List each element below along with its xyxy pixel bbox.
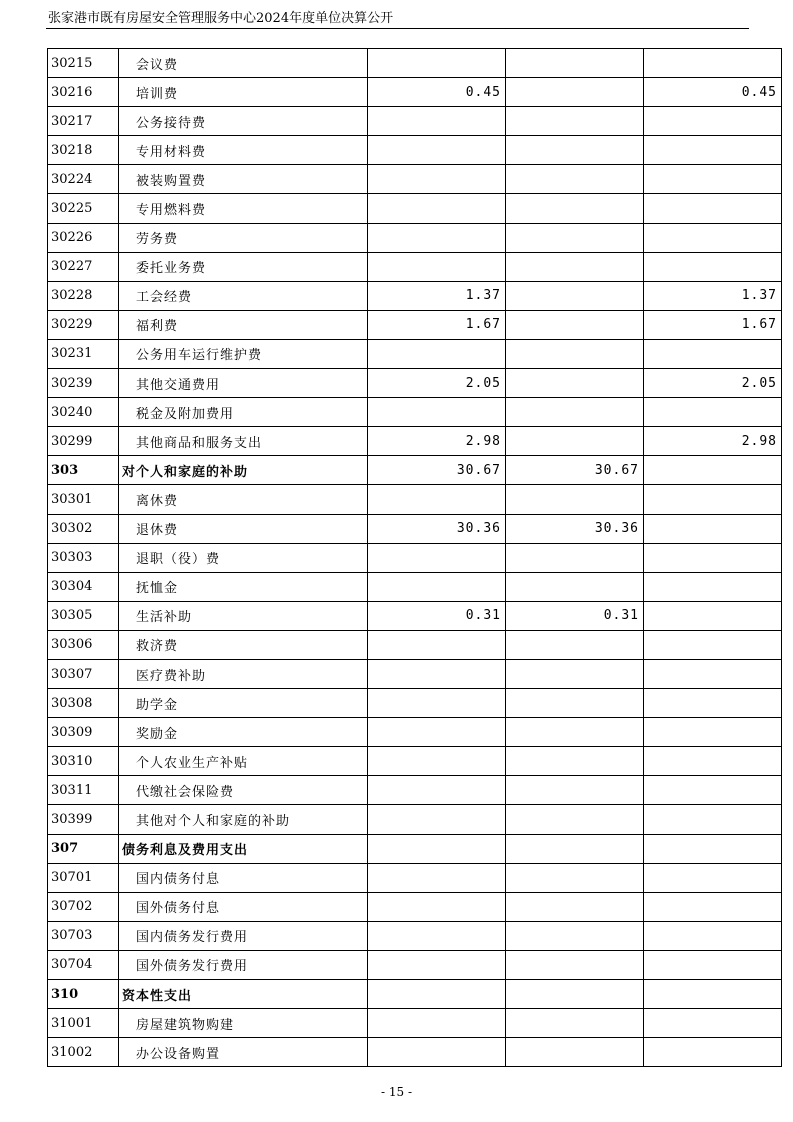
cell-project bbox=[644, 1009, 782, 1038]
cell-code: 30227 bbox=[48, 252, 119, 281]
cell-total bbox=[368, 805, 506, 834]
cell-total: 0.31 bbox=[368, 601, 506, 630]
cell-total bbox=[368, 572, 506, 601]
cell-code: 30217 bbox=[48, 107, 119, 136]
table-row bbox=[48, 659, 782, 688]
cell-basic bbox=[506, 776, 644, 805]
cell-project bbox=[644, 136, 782, 165]
cell-total bbox=[368, 630, 506, 659]
cell-name: 国外债务付息 bbox=[119, 892, 368, 921]
table-row bbox=[48, 514, 782, 543]
cell-name: 个人农业生产补贴 bbox=[119, 747, 368, 776]
cell-name: 福利费 bbox=[119, 310, 368, 339]
cell-total bbox=[368, 252, 506, 281]
cell-basic bbox=[506, 194, 644, 223]
cell-basic bbox=[506, 223, 644, 252]
cell-project bbox=[644, 456, 782, 485]
cell-project bbox=[644, 892, 782, 921]
table-row bbox=[48, 165, 782, 194]
cell-total bbox=[368, 747, 506, 776]
cell-basic: 0.31 bbox=[506, 601, 644, 630]
cell-code: 30311 bbox=[48, 776, 119, 805]
cell-code: 30302 bbox=[48, 514, 119, 543]
cell-name: 专用燃料费 bbox=[119, 194, 368, 223]
cell-basic bbox=[506, 834, 644, 863]
cell-name: 退休费 bbox=[119, 514, 368, 543]
cell-total bbox=[368, 689, 506, 718]
cell-total: 30.67 bbox=[368, 456, 506, 485]
cell-code: 30240 bbox=[48, 398, 119, 427]
cell-project: 0.45 bbox=[644, 78, 782, 107]
cell-code: 30299 bbox=[48, 427, 119, 456]
cell-basic bbox=[506, 281, 644, 310]
cell-project bbox=[644, 165, 782, 194]
cell-total: 1.37 bbox=[368, 281, 506, 310]
cell-total bbox=[368, 339, 506, 368]
cell-code: 30228 bbox=[48, 281, 119, 310]
cell-name: 房屋建筑物购建 bbox=[119, 1009, 368, 1038]
cell-name: 生活补助 bbox=[119, 601, 368, 630]
cell-name: 专用材料费 bbox=[119, 136, 368, 165]
cell-basic bbox=[506, 136, 644, 165]
cell-project bbox=[644, 980, 782, 1009]
table-row bbox=[48, 805, 782, 834]
cell-project bbox=[644, 485, 782, 514]
table-row bbox=[48, 49, 782, 78]
cell-project: 2.05 bbox=[644, 369, 782, 398]
table-row bbox=[48, 863, 782, 892]
expenditure-table bbox=[47, 48, 782, 1067]
cell-total bbox=[368, 485, 506, 514]
cell-code: 30309 bbox=[48, 718, 119, 747]
cell-project bbox=[644, 398, 782, 427]
cell-name: 培训费 bbox=[119, 78, 368, 107]
cell-name: 退职（役）费 bbox=[119, 543, 368, 572]
cell-total bbox=[368, 136, 506, 165]
cell-code: 30307 bbox=[48, 659, 119, 688]
cell-project bbox=[644, 747, 782, 776]
cell-total bbox=[368, 1038, 506, 1067]
cell-name: 助学金 bbox=[119, 689, 368, 718]
table-row bbox=[48, 78, 782, 107]
table-row bbox=[48, 194, 782, 223]
cell-basic bbox=[506, 310, 644, 339]
cell-project bbox=[644, 339, 782, 368]
cell-code: 30308 bbox=[48, 689, 119, 718]
cell-name: 代缴社会保险费 bbox=[119, 776, 368, 805]
cell-total bbox=[368, 107, 506, 136]
cell-basic bbox=[506, 689, 644, 718]
cell-project bbox=[644, 572, 782, 601]
cell-basic bbox=[506, 659, 644, 688]
cell-basic bbox=[506, 630, 644, 659]
cell-project bbox=[644, 1038, 782, 1067]
table-row bbox=[48, 1038, 782, 1067]
table-body bbox=[48, 49, 782, 1067]
table-row bbox=[48, 252, 782, 281]
cell-code: 30231 bbox=[48, 339, 119, 368]
cell-basic bbox=[506, 1009, 644, 1038]
cell-total bbox=[368, 49, 506, 78]
cell-project bbox=[644, 514, 782, 543]
cell-code: 30301 bbox=[48, 485, 119, 514]
table-category-row bbox=[48, 456, 782, 485]
cell-basic bbox=[506, 339, 644, 368]
cell-code: 310 bbox=[48, 980, 119, 1009]
cell-basic bbox=[506, 572, 644, 601]
cell-code: 303 bbox=[48, 456, 119, 485]
cell-code: 30306 bbox=[48, 630, 119, 659]
cell-name: 债务利息及费用支出 bbox=[119, 834, 368, 863]
cell-name: 其他交通费用 bbox=[119, 369, 368, 398]
cell-name: 税金及附加费用 bbox=[119, 398, 368, 427]
cell-name: 劳务费 bbox=[119, 223, 368, 252]
cell-total: 0.45 bbox=[368, 78, 506, 107]
cell-total: 2.98 bbox=[368, 427, 506, 456]
cell-project: 2.98 bbox=[644, 427, 782, 456]
cell-total bbox=[368, 165, 506, 194]
table-row bbox=[48, 485, 782, 514]
cell-total bbox=[368, 223, 506, 252]
table-row bbox=[48, 398, 782, 427]
table-row bbox=[48, 689, 782, 718]
table-row bbox=[48, 369, 782, 398]
cell-project bbox=[644, 223, 782, 252]
table-row bbox=[48, 892, 782, 921]
cell-basic bbox=[506, 78, 644, 107]
cell-basic: 30.67 bbox=[506, 456, 644, 485]
cell-code: 30303 bbox=[48, 543, 119, 572]
cell-basic bbox=[506, 1038, 644, 1067]
cell-total bbox=[368, 776, 506, 805]
cell-total bbox=[368, 398, 506, 427]
cell-basic bbox=[506, 921, 644, 950]
cell-name: 公务用车运行维护费 bbox=[119, 339, 368, 368]
cell-code: 30703 bbox=[48, 921, 119, 950]
page-header-title: 张家港市既有房屋安全管理服务中心2024年度单位决算公开 bbox=[48, 11, 394, 26]
cell-name: 办公设备购置 bbox=[119, 1038, 368, 1067]
cell-total bbox=[368, 659, 506, 688]
cell-project bbox=[644, 601, 782, 630]
cell-name: 其他商品和服务支出 bbox=[119, 427, 368, 456]
cell-code: 30216 bbox=[48, 78, 119, 107]
cell-name: 对个人和家庭的补助 bbox=[119, 456, 368, 485]
cell-project bbox=[644, 863, 782, 892]
table-row bbox=[48, 776, 782, 805]
table-row bbox=[48, 950, 782, 979]
cell-total bbox=[368, 980, 506, 1009]
cell-project bbox=[644, 834, 782, 863]
table-row bbox=[48, 747, 782, 776]
cell-name: 其他对个人和家庭的补助 bbox=[119, 805, 368, 834]
cell-name: 国内债务付息 bbox=[119, 863, 368, 892]
cell-name: 奖励金 bbox=[119, 718, 368, 747]
cell-basic bbox=[506, 427, 644, 456]
cell-name: 委托业务费 bbox=[119, 252, 368, 281]
table-row bbox=[48, 339, 782, 368]
cell-name: 医疗费补助 bbox=[119, 659, 368, 688]
cell-project bbox=[644, 718, 782, 747]
table-row bbox=[48, 136, 782, 165]
cell-total bbox=[368, 1009, 506, 1038]
cell-basic bbox=[506, 369, 644, 398]
cell-project bbox=[644, 805, 782, 834]
table-row bbox=[48, 1009, 782, 1038]
cell-code: 30218 bbox=[48, 136, 119, 165]
cell-project bbox=[644, 659, 782, 688]
cell-basic bbox=[506, 863, 644, 892]
table-row bbox=[48, 310, 782, 339]
cell-project bbox=[644, 252, 782, 281]
table-row bbox=[48, 572, 782, 601]
cell-code: 30239 bbox=[48, 369, 119, 398]
cell-project bbox=[644, 689, 782, 718]
cell-total: 1.67 bbox=[368, 310, 506, 339]
cell-code: 30704 bbox=[48, 950, 119, 979]
cell-project bbox=[644, 543, 782, 572]
cell-basic bbox=[506, 107, 644, 136]
table-row bbox=[48, 281, 782, 310]
cell-basic bbox=[506, 980, 644, 1009]
cell-name: 资本性支出 bbox=[119, 980, 368, 1009]
cell-code: 30310 bbox=[48, 747, 119, 776]
cell-code: 307 bbox=[48, 834, 119, 863]
cell-basic bbox=[506, 543, 644, 572]
cell-basic: 30.36 bbox=[506, 514, 644, 543]
cell-name: 离休费 bbox=[119, 485, 368, 514]
cell-code: 30224 bbox=[48, 165, 119, 194]
cell-project bbox=[644, 194, 782, 223]
cell-total bbox=[368, 194, 506, 223]
cell-name: 被装购置费 bbox=[119, 165, 368, 194]
cell-total: 2.05 bbox=[368, 369, 506, 398]
cell-code: 30399 bbox=[48, 805, 119, 834]
table-category-row bbox=[48, 834, 782, 863]
cell-total bbox=[368, 834, 506, 863]
table-category-row bbox=[48, 980, 782, 1009]
cell-code: 30304 bbox=[48, 572, 119, 601]
cell-basic bbox=[506, 892, 644, 921]
table-row bbox=[48, 543, 782, 572]
cell-code: 31002 bbox=[48, 1038, 119, 1067]
cell-name: 救济费 bbox=[119, 630, 368, 659]
cell-code: 30702 bbox=[48, 892, 119, 921]
cell-total bbox=[368, 921, 506, 950]
cell-name: 国外债务发行费用 bbox=[119, 950, 368, 979]
cell-project: 1.67 bbox=[644, 310, 782, 339]
table-row bbox=[48, 630, 782, 659]
cell-code: 31001 bbox=[48, 1009, 119, 1038]
cell-project bbox=[644, 49, 782, 78]
cell-code: 30215 bbox=[48, 49, 119, 78]
cell-code: 30226 bbox=[48, 223, 119, 252]
cell-project bbox=[644, 630, 782, 659]
table-row bbox=[48, 601, 782, 630]
cell-basic bbox=[506, 718, 644, 747]
header-rule bbox=[46, 28, 749, 29]
cell-total bbox=[368, 950, 506, 979]
cell-basic bbox=[506, 49, 644, 78]
cell-code: 30305 bbox=[48, 601, 119, 630]
cell-total: 30.36 bbox=[368, 514, 506, 543]
cell-basic bbox=[506, 485, 644, 514]
page-number: - 15 - bbox=[380, 1085, 412, 1099]
cell-basic bbox=[506, 398, 644, 427]
cell-code: 30229 bbox=[48, 310, 119, 339]
cell-name: 国内债务发行费用 bbox=[119, 921, 368, 950]
cell-name: 工会经费 bbox=[119, 281, 368, 310]
table-row bbox=[48, 921, 782, 950]
table-row bbox=[48, 223, 782, 252]
cell-project bbox=[644, 107, 782, 136]
table-row bbox=[48, 718, 782, 747]
cell-total bbox=[368, 543, 506, 572]
table-row bbox=[48, 427, 782, 456]
cell-code: 30225 bbox=[48, 194, 119, 223]
cell-basic bbox=[506, 252, 644, 281]
cell-basic bbox=[506, 805, 644, 834]
cell-basic bbox=[506, 950, 644, 979]
cell-total bbox=[368, 863, 506, 892]
cell-project bbox=[644, 950, 782, 979]
cell-code: 30701 bbox=[48, 863, 119, 892]
cell-name: 会议费 bbox=[119, 49, 368, 78]
cell-total bbox=[368, 892, 506, 921]
cell-project bbox=[644, 776, 782, 805]
cell-name: 公务接待费 bbox=[119, 107, 368, 136]
cell-project: 1.37 bbox=[644, 281, 782, 310]
cell-name: 抚恤金 bbox=[119, 572, 368, 601]
cell-basic bbox=[506, 165, 644, 194]
table-row bbox=[48, 107, 782, 136]
cell-basic bbox=[506, 747, 644, 776]
cell-project bbox=[644, 921, 782, 950]
cell-total bbox=[368, 718, 506, 747]
